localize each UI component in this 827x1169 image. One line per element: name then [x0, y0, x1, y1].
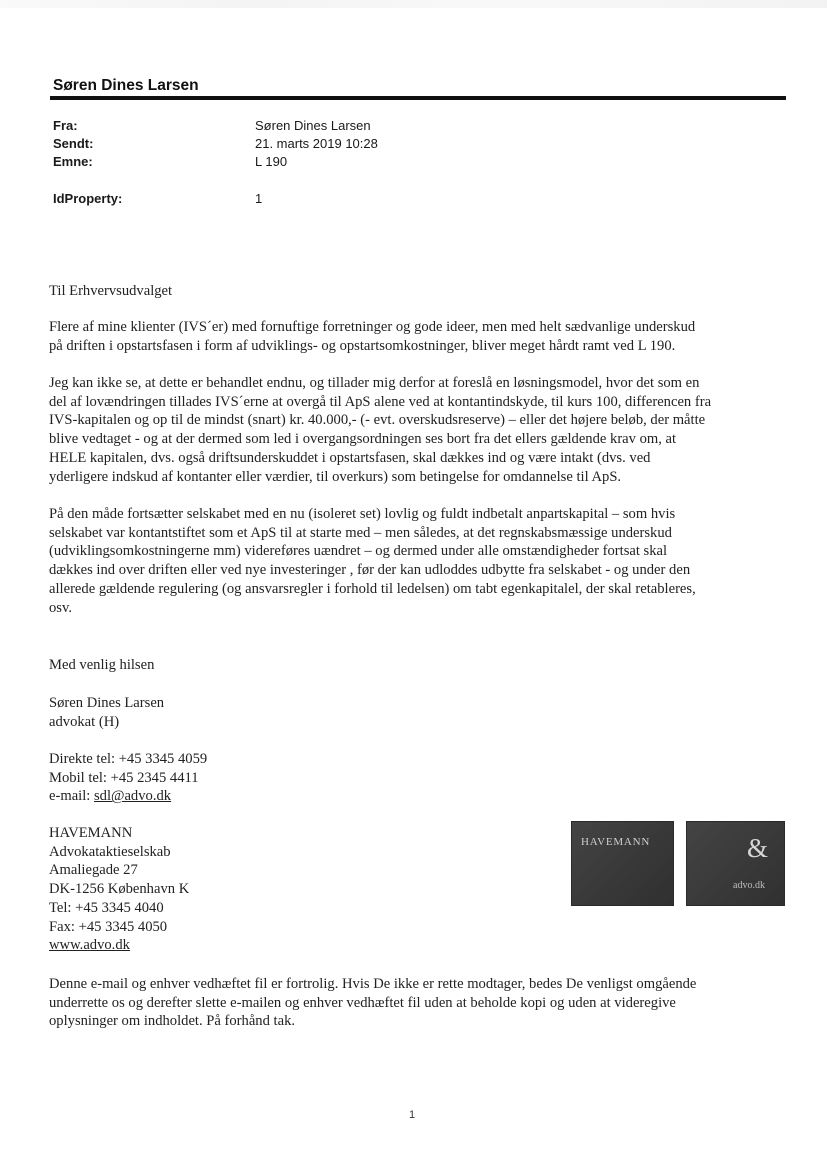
- website-link[interactable]: www.advo.dk: [49, 937, 130, 954]
- firm-line: Amaliegade 27: [49, 862, 138, 879]
- meta-value-subject: L 190: [255, 154, 288, 169]
- paragraph-1-line: Flere af mine klienter (IVS´er) med fornuftige forretninger og gode ideer, men med helt sædvanlige underskud: [49, 319, 696, 335]
- logo-name: HAVEMANN: [581, 836, 651, 848]
- email-link[interactable]: sdl@advo.dk: [93, 788, 172, 805]
- logo-web: advo.dk: [733, 880, 765, 891]
- paragraph-2-line: Jeg kan ikke se, at dette er behandlet endnu, og tillader mig derfor at foreslå en løsningsmodel, hvor det som en: [49, 375, 700, 391]
- meta-value-from: Søren Dines Larsen: [255, 118, 371, 133]
- paragraph-3-line: selskabet var kontantstiftet som et ApS til at starte med – men således, at det regnskabsmæssige underskud: [49, 524, 672, 541]
- firm-line: Tel: +45 3345 4040: [49, 899, 164, 916]
- paragraph-3-line: (udviklingsomkostningerne mm) videreføres uændret – og dermed under alle omstændigheder fortsat skal: [49, 543, 668, 560]
- paragraph-3: [49, 505, 789, 617]
- paragraph-2-line: yderligere indskud af kontanter eller værdier, til overkurs) som betingelse for omdannelse til ApS.: [49, 468, 622, 485]
- disclaimer-line: underrette os og derefter slette e-mailen og enhver vedhæftet fil uden at beholde kopi og uden at videregive: [49, 994, 676, 1011]
- meta-key-idproperty: IdProperty:: [53, 191, 123, 206]
- paragraph-2-line: IVS-kapitalen og op til de mindst (snart) kr. 40.000,- (- evt. overskudsreserve) – eller det højere beløb, der måtte: [49, 412, 706, 429]
- meta-key-from: Fra:: [53, 118, 78, 133]
- meta-value-sent: 21. marts 2019 10:28: [255, 136, 378, 151]
- mobile-phone: Mobil tel: +45 2345 4411: [49, 769, 199, 786]
- signature-role: advokat (H): [49, 713, 120, 730]
- havemann-logo-tile: [571, 821, 674, 906]
- paragraph-3-line: dækkes ind over driften eller ved nye investeringer , før der kan udloddes udbytte fra selskabet - og under den: [49, 562, 691, 579]
- sender-title: Søren Dines Larsen: [53, 77, 199, 94]
- paragraph-2-line: HELE kapitalen, dvs. også driftsunderskuddet i opstartsfasen, skal dækkes ind og være intakt (dvs. ved: [49, 449, 651, 466]
- paragraph-3-line: osv.: [49, 599, 72, 616]
- meta-key-subject: Emne:: [53, 154, 93, 169]
- scan-top-edge: [0, 0, 827, 8]
- page-number: 1: [409, 1109, 416, 1121]
- logo-ampersand: &: [747, 833, 769, 863]
- disclaimer-line: oplysninger om indholdet. På forhånd tak.: [49, 1013, 296, 1030]
- salutation: Til Erhvervsudvalget: [49, 283, 173, 299]
- meta-value-idproperty: 1: [255, 191, 263, 206]
- closing: Med venlig hilsen: [49, 657, 155, 673]
- firm-line: DK-1256 København K: [49, 881, 190, 898]
- firm-line: Fax: +45 3345 4050: [49, 918, 168, 935]
- signature-name-block: [49, 694, 789, 731]
- contact-block: [49, 750, 789, 806]
- ampersand-logo-tile: [686, 821, 785, 906]
- disclaimer: [49, 975, 789, 1031]
- paragraph-3-line: På den måde fortsætter selskabet med en nu (isoleret set) lovlig og fuldt indbetalt anpartskapital – som hvis: [49, 506, 676, 522]
- direct-phone: Direkte tel: +45 3345 4059: [49, 751, 208, 767]
- email-label: e-mail:: [49, 788, 94, 805]
- paragraph-1-line: på driften i opstartsfasen i form af udviklings- og opstartsomkostninger, bliver meget hårdt ramt ved L 190.: [49, 337, 676, 354]
- paragraph-2-line: blive vedtaget - og at der dermed som led i overgangsordningen ses bort fra det ellers gældende krav om, at: [49, 431, 677, 448]
- firm-block: [49, 824, 789, 955]
- paragraph-1: [49, 318, 789, 355]
- paragraph-3-line: allerede gældende regulering (og ansvarsregler i forhold til ledelsen) om tabt egenkapitalel, der skal retableres,: [49, 580, 696, 597]
- email-line: [49, 787, 789, 806]
- paragraph-2: [49, 374, 789, 486]
- firm-line: Advokataktieselskab: [49, 843, 171, 860]
- disclaimer-line: Denne e-mail og enhver vedhæftet fil er fortrolig. Hvis De ikke er rette modtager, bedes De venligst omgående: [49, 976, 697, 992]
- meta-key-sent: Sendt:: [53, 136, 94, 151]
- paragraph-2-line: del af lovændringen tillades IVS´erne at overgå til ApS alene ved at kontantindskyde, til kurs 100, differencen fra: [49, 393, 712, 410]
- firm-line: HAVEMANN: [49, 825, 133, 841]
- title-rule: [50, 96, 786, 100]
- signature-name: Søren Dines Larsen: [49, 695, 165, 711]
